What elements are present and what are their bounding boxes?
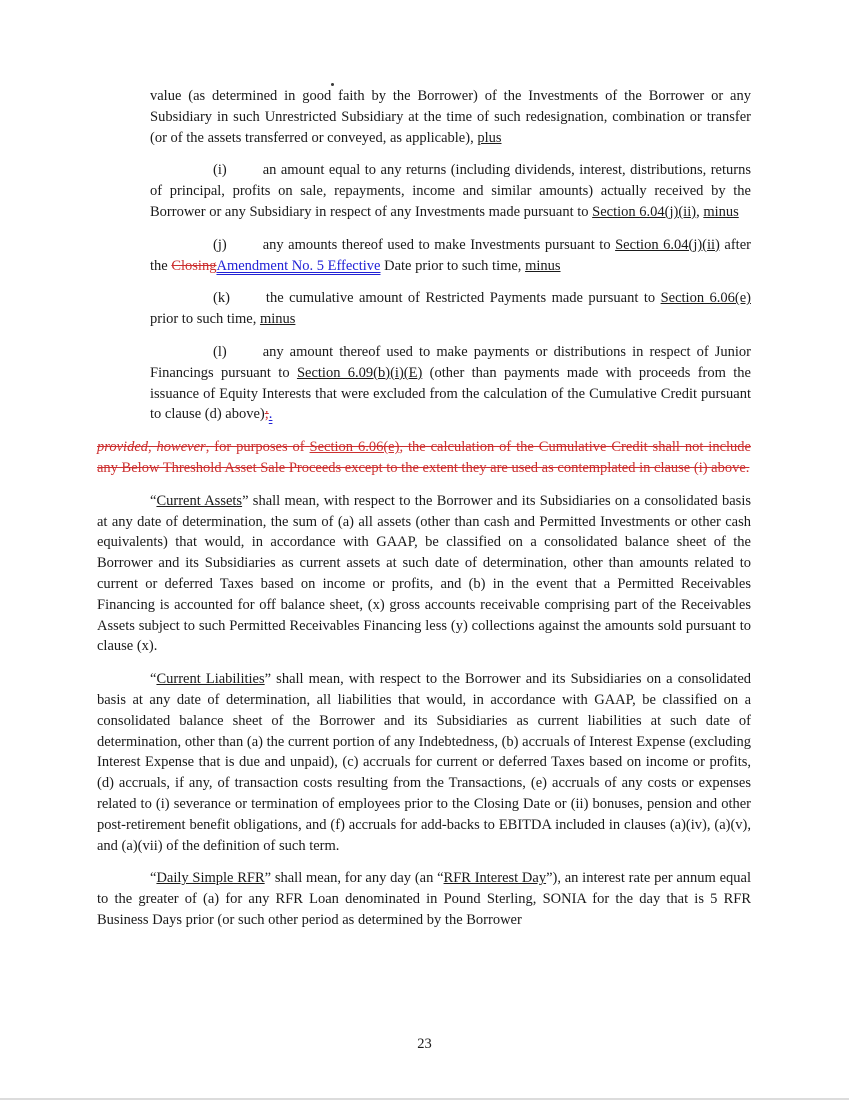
paragraph-current-liabilities-definition [97, 669, 751, 856]
clause-label: (i) [213, 162, 227, 179]
text-run: after the [150, 236, 751, 274]
scan-artifact-dot [331, 83, 334, 86]
text-run: ” shall mean, with respect to the Borrower and its Subsidiaries on a consolidated basis at any date of determination, all liabilities that would, in accordance with GAAP, be classified on a consolidated balance sheet of the Borrower and its Subsidiaries as current liabilities at such date of determination, other than (a) the current portion of any Indebtedness, (b) accruals of Interest Expense (excluding Interest Expense that is due and unpaid), (c) accruals for current or deferred Taxes based on income or profits, (d) accruals, if any, of transaction costs resulting from the Transactions, (e) accruals of any costs or expenses related to (i) severance or termination of employees prior to the Closing Date or (ii) bonuses, pension and other post-retirement benefit obligations, and (f) accruals for add-backs to EBITDA included in clauses (a)(iv), (a)(v), and (a)(vii) of the definition of such term. [97, 671, 752, 854]
paragraph-clause-i [150, 160, 751, 222]
paragraph-clause-l [150, 342, 751, 425]
deleted-section-reference: Section 6.06(e) [309, 439, 400, 456]
paragraph-clause-j [150, 235, 751, 277]
inserted-text: Amendment No. 5 Effective [216, 257, 381, 274]
text-run: any amounts thereof used to make Investments pursuant to [262, 236, 616, 253]
text-run: Date prior to such time, [380, 257, 526, 274]
deleted-text: Closing [171, 257, 217, 274]
clause-label: (k) [213, 290, 230, 307]
text-run-underlined: minus [525, 257, 561, 274]
paragraph-daily-simple-rfr-definition [97, 868, 751, 930]
deleted-text-italic: provided, however [97, 439, 206, 456]
section-reference: Section 6.04(j)(ii) [592, 203, 697, 220]
defined-term: Daily Simple RFR [156, 870, 265, 887]
paragraph-value-continuation [150, 86, 751, 148]
section-reference: Section 6.04(j)(ii) [615, 236, 720, 253]
text-run-underlined: minus [703, 203, 739, 220]
text-run: ” shall mean, for any day (an “ [264, 870, 444, 887]
deleted-text: , for purposes of [205, 439, 310, 456]
text-run-underlined: minus [259, 311, 296, 328]
text-run: “ [150, 671, 157, 688]
text-run: “ [150, 492, 157, 509]
clause-label: (l) [213, 343, 227, 360]
defined-term: Current Assets [156, 492, 243, 509]
text-run: ” shall mean, with respect to the Borrower and its Subsidiaries on a consolidated basis at any date of determination, the sum of (a) all assets (other than cash and Permitted Investments or other cash equivalents) that would, in accordance with GAAP, be classified on a consolidated balance sheet of the Borrower and its Subsidiaries as current assets at such date of determination, other than amounts related to current or deferred Taxes based on income or profits, and (b) in the event that a Permitted Receivables Financing is accounted for off balance sheet, (x) gross accounts receivable comprising part of the Receivables Assets subject to such Permitted Receivables Financing less (y) collections against the amounts sold pursuant to clause (x). [97, 492, 751, 655]
inserted-text: . [268, 406, 273, 423]
section-reference: Section 6.09(b)(i)(E) [296, 364, 423, 381]
deleted-text: , the calculation of the Cumulative Credit shall not include any Below Threshold Asset Sale Proceeds except to the extent they are used as contemplated in clause (i) above. [97, 439, 751, 476]
text-run: prior to such time, [150, 311, 260, 328]
paragraph-current-assets-definition [97, 491, 751, 657]
page-number: 23 [417, 1036, 432, 1052]
text-run: value (as determined in good faith by the Borrower) of the Investments of the Borrower or any Subsidiary in such Unrestricted Subsidiary at the time of such redesignation, combination or transfer (or of the assets transferred or conveyed, as applicable), [150, 88, 751, 146]
section-reference: Section 6.06(e) [660, 290, 751, 307]
text-run: “ [150, 870, 157, 887]
text-run-underlined: plus [477, 129, 502, 146]
defined-term: RFR Interest Day [443, 870, 547, 887]
paragraph-deleted-proviso [97, 437, 751, 479]
text-run: any amount thereof used to make payments or distributions in respect of Junior Financings pursuant to [150, 343, 751, 381]
clause-label: (j) [213, 236, 227, 253]
defined-term: Current Liabilities [156, 671, 265, 688]
text-run: an amount equal to any returns (including dividends, interest, distributions, returns of principal, profits on sale, repayments, income and similar amounts) actually received by the Borrower or any Subsidiary in respect of any Investments made pursuant to [150, 162, 751, 220]
text-run: (other than payments made with proceeds from the issuance of Equity Interests that were excluded from the calculation of the Cumulative Credit pursuant to clause (d) above) [150, 364, 751, 423]
text-run: the cumulative amount of Restricted Payments made pursuant to [265, 290, 661, 307]
paragraph-clause-k [150, 288, 751, 330]
text-run: ”), an interest rate per annum equal to the greater of (a) for any RFR Loan denominated in Pound Sterling, SONIA for the day that is 5 RFR Business Days prior (or such other period as determined by the Borrower [97, 870, 751, 928]
deleted-text: ; [264, 406, 269, 423]
text-run: , [696, 203, 704, 220]
